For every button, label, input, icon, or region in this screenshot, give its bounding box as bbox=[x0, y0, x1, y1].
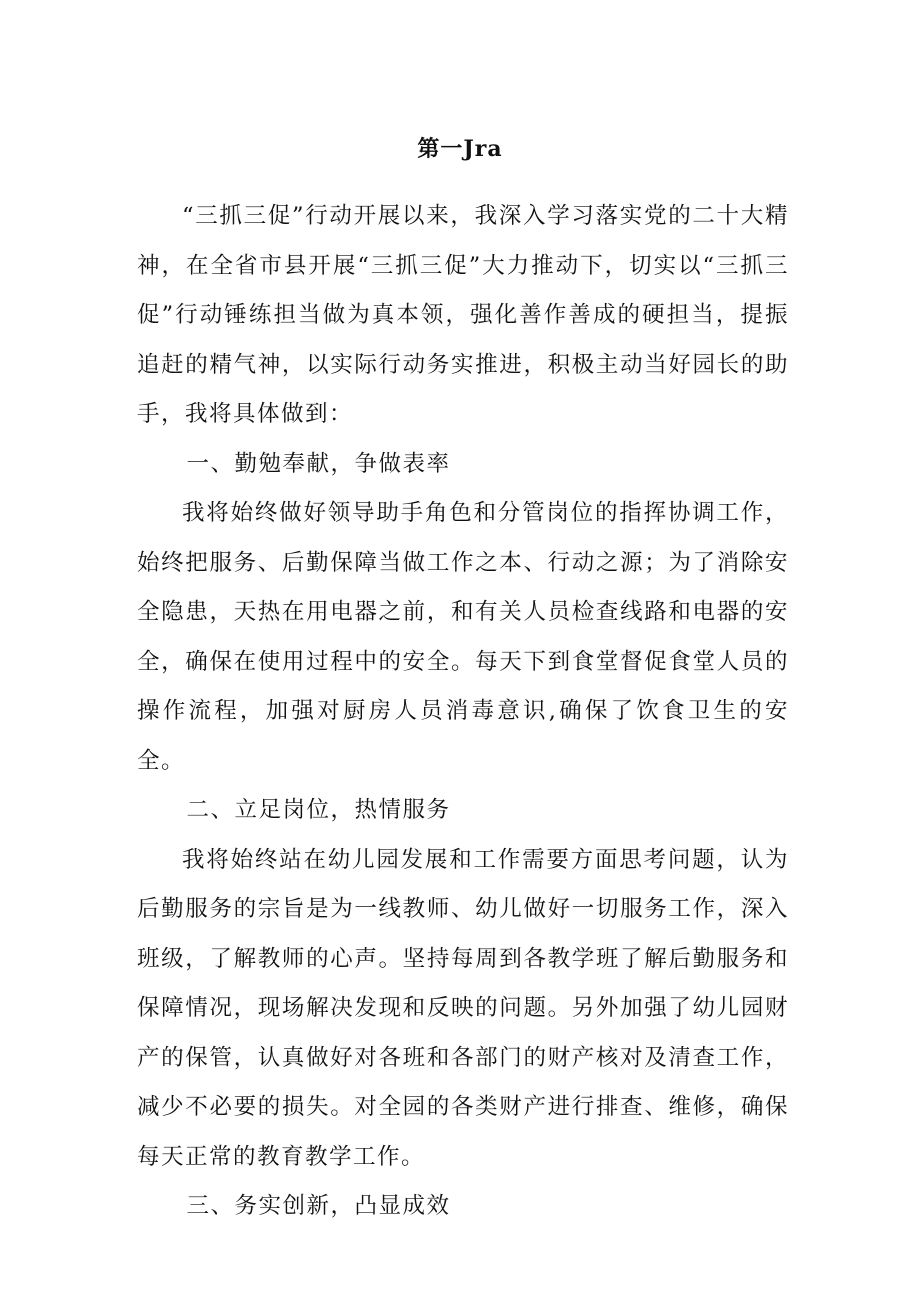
section-heading-2: 二、立足岗位，热情服务 bbox=[186, 797, 451, 823]
section-heading-1: 一、勤勉奉献，争做表率 bbox=[186, 450, 451, 477]
section-paragraph-1: 我将始终做好领导助手角色和分管岗位的指挥协调工作，始终把服务、后勤保障当做工作之本、行动之源；为了消除安全隐患，天热在用电器之前，和有关人员检查线路和电器的安全，确保在使用过程中的安全。每天下到食堂督促食堂人员的操作流程，加强对厨房人员消毒意识,确保了饮食卫生的安全。 bbox=[137, 500, 789, 774]
document-body bbox=[137, 192, 789, 1232]
document-title: 第一Jra bbox=[417, 136, 503, 162]
section-paragraph-2: 我将始终站在幼儿园发展和工作需要方面思考问题，认为后勤服务的宗旨是为一线教师、幼儿做好一切服务工作，深入班级，了解教师的心声。坚持每周到各教学班了解后勤服务和保障情况，现场解决发现和反映的问题。另外加强了幼儿园财产的保管，认真做好对各班和各部门的财产核对及清查工作，减少不必要的损失。对全园的各类财产进行排查、维修，确保每天正常的教育教学工作。 bbox=[137, 846, 789, 1170]
intro-paragraph: “三抓三促”行动开展以来，我深入学习落实党的二十大精神，在全省市县开展“三抓三促”大力推动下，切实以“三抓三促”行动锤练担当做为真本领，强化善作善成的硬担当，提振追赶的精气神，以实际行动务实推进，积极主动当好园长的助手，我将具体做到： bbox=[137, 203, 789, 427]
section-heading-3: 三、务实创新，凸显成效 bbox=[186, 1193, 451, 1219]
